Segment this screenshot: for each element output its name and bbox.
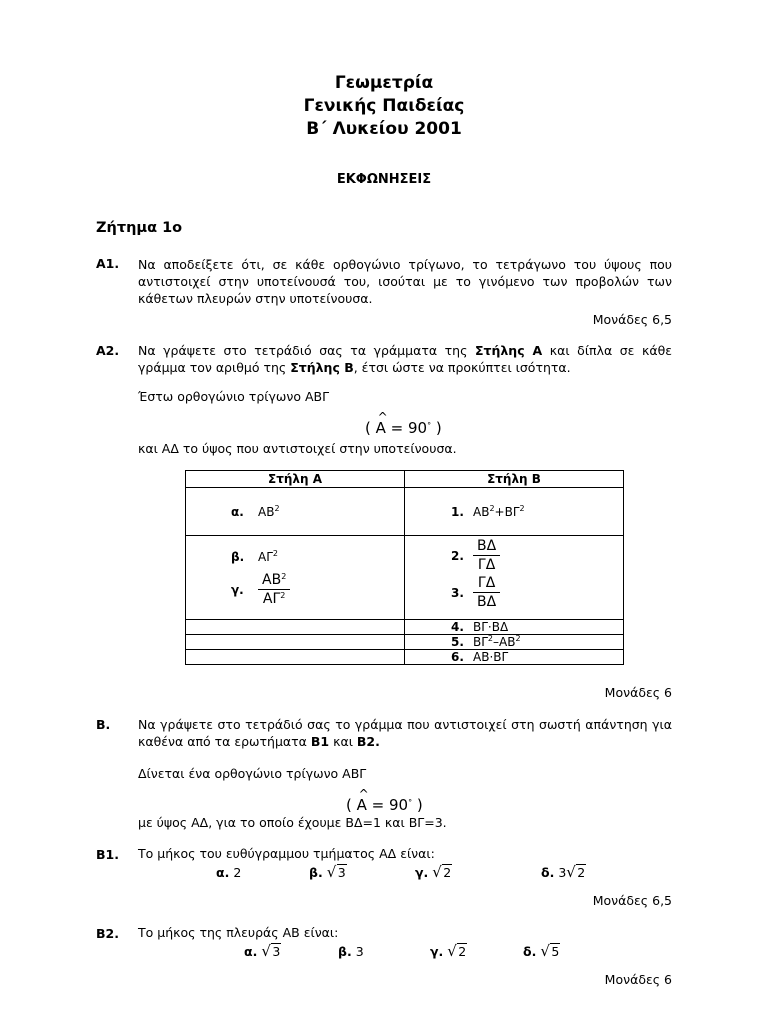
a2-text	[138, 342, 672, 376]
fraction-denominator: ΓΔ	[473, 555, 500, 573]
b-item-term: +ΒΓ	[494, 504, 520, 519]
b1-option-c	[415, 865, 452, 880]
exponent: 2	[515, 633, 521, 643]
degree-sign: °	[408, 798, 413, 807]
radical-icon: √	[261, 942, 271, 960]
b-text-part: και	[329, 734, 357, 749]
fraction	[473, 538, 500, 573]
option-label: 1.	[451, 504, 464, 519]
b-item-text: ΑΒ⋅ΒΓ	[473, 649, 509, 664]
option-label: 4.	[451, 619, 464, 634]
b-bold-b1: Β1	[310, 734, 330, 749]
b1-question: Το μήκος του ευθύγραμμου τμήματος ΑΔ είναι:	[138, 846, 435, 861]
radical-icon: √	[540, 942, 550, 960]
col-b-header: Στήλη Β	[405, 471, 624, 488]
option-label: 2.	[451, 548, 464, 563]
radicand: 3	[272, 944, 281, 959]
col-a-cell	[186, 488, 405, 536]
degree-sign: °	[427, 421, 432, 430]
den-text: ΑΓ	[262, 591, 281, 607]
b1-points: Μονάδες 6,5	[592, 893, 672, 908]
option-label: α.	[231, 504, 244, 519]
a2-bold-column-b: Στήλης Β	[290, 360, 354, 375]
radicand: 3	[337, 865, 346, 880]
col-b-cell	[405, 635, 624, 650]
b-given: Δίνεται ένα ορθογώνιο τρίγωνο ΑΒΓ	[138, 766, 367, 781]
b2-option-c	[430, 944, 467, 959]
exam-title	[0, 72, 768, 141]
col-b-cell	[405, 536, 624, 620]
a2-bold-column-a: Στήλης Α	[474, 343, 543, 358]
title-subject: Γεωμετρία	[334, 73, 434, 93]
radical-icon: √	[447, 942, 457, 960]
option-label: γ.	[231, 582, 244, 597]
option-label: α.	[244, 944, 258, 959]
option-value: 2	[233, 865, 242, 880]
b1-option-a	[216, 865, 241, 880]
matching-table	[185, 470, 624, 665]
b-height-text: με ύψος ΑΔ, για το οποίο έχουμε ΒΔ=1 και ΒΓ=3.	[138, 815, 447, 830]
radical-icon: √	[566, 863, 576, 881]
radicand: 2	[577, 865, 586, 880]
caret-icon: ^	[358, 787, 369, 801]
exponent: 2	[281, 572, 287, 581]
b2-points: Μονάδες 6	[604, 972, 672, 987]
a2-text-part: , έτσι ώστε να προκύπτει ισότητα.	[353, 360, 571, 375]
b-item-text: ΒΓ⋅ΒΔ	[473, 619, 509, 634]
exponent: 2	[487, 633, 494, 643]
questions-heading: ΕΚΦΩΝΗΣΕΙΣ	[336, 172, 432, 187]
option-value: 3	[355, 944, 364, 959]
fraction-denominator: ΒΔ	[473, 592, 500, 610]
fraction	[258, 572, 290, 607]
option-coefficient: 3	[558, 865, 567, 880]
exponent: 2	[274, 503, 280, 513]
b1-option-d	[541, 865, 586, 880]
a-item-base: ΑΓ	[258, 550, 273, 564]
a2-label: Α2.	[96, 343, 120, 358]
fraction-denominator	[258, 589, 290, 607]
b-label: Β.	[96, 717, 111, 732]
fraction-numerator: ΒΔ	[477, 538, 497, 554]
option-label: β.	[231, 550, 245, 564]
angle-letter: Α	[375, 419, 386, 437]
col-a-cell	[186, 650, 405, 665]
b1-label: Β1.	[96, 847, 119, 862]
sqrt-symbol	[327, 865, 347, 880]
option-label: β.	[338, 944, 352, 959]
option-label: 5.	[451, 634, 464, 649]
col-a-cell	[186, 635, 405, 650]
exponent: 2	[272, 549, 278, 558]
fraction	[473, 575, 500, 610]
angle-hat	[375, 410, 388, 437]
a2-angle-formula: ( ^ Α = 90° )	[365, 410, 442, 437]
a2-given: Έστω ορθογώνιο τρίγωνο ΑΒΓ	[138, 389, 330, 404]
col-b-cell	[405, 650, 624, 665]
a1-text: Να αποδείξετε ότι, σε κάθε ορθογώνιο τρίγωνο, το τετράγωνο του ύψους που αντιστοιχεί στην υποτείνουσά του, ισούται με το γινόμενο των προβολών των κάθετων πλευρών στην υποτείνουσα.	[138, 257, 672, 306]
sqrt-symbol	[566, 865, 586, 880]
section-title: Ζήτημα 1ο	[96, 220, 183, 236]
radicand: 2	[443, 865, 452, 880]
a2-text-part: Να γράψετε στο τετράδιό σας τα γράμματα της	[138, 343, 475, 358]
col-b-cell	[405, 488, 624, 536]
option-label: α.	[216, 865, 230, 880]
option-label: 6.	[451, 649, 464, 664]
angle-hat	[356, 787, 369, 814]
a2-altitude: και ΑΔ το ύψος που αντιστοιχεί στην υποτείνουσα.	[138, 441, 457, 456]
sqrt-symbol	[261, 944, 281, 959]
num-text: ΑΒ	[262, 572, 282, 588]
a2-points: Μονάδες 6	[604, 685, 672, 700]
col-a-cell	[186, 620, 405, 635]
sqrt-symbol	[447, 944, 467, 959]
a2-text-part: και δίπλα σε κάθε γράμμα τον αριθμό της	[138, 343, 672, 375]
angle-value: 90	[389, 796, 409, 814]
b-item-term: ΒΓ	[473, 634, 488, 649]
b2-option-b	[338, 944, 364, 959]
radicand: 2	[458, 944, 467, 959]
option-label: δ.	[523, 944, 537, 959]
exponent: 2	[489, 503, 495, 513]
radicand: 5	[551, 944, 560, 959]
fraction-numerator: ΓΔ	[477, 575, 496, 591]
angle-value: 90	[408, 419, 428, 437]
sqrt-symbol	[432, 865, 452, 880]
b2-option-d	[523, 944, 560, 959]
option-label: γ.	[430, 944, 444, 959]
b-item-term: –ΑΒ	[493, 634, 516, 649]
a1-points: Μονάδες 6,5	[592, 312, 672, 327]
option-label: β.	[309, 865, 323, 880]
title-level: Γενικής Παιδείας	[303, 96, 465, 116]
b1-option-b	[309, 865, 347, 880]
b2-label: Β2.	[96, 926, 119, 941]
radical-icon: √	[432, 863, 442, 881]
option-label: γ.	[415, 865, 429, 880]
exponent: 2	[519, 503, 525, 513]
b2-question: Το μήκος της πλευράς ΑΒ είναι:	[138, 925, 339, 940]
b-item-term: ΑΒ	[473, 504, 490, 519]
angle-letter: Α	[356, 796, 367, 814]
col-a-header: Στήλη Α	[186, 471, 405, 488]
radical-icon: √	[326, 863, 337, 881]
b-text	[138, 716, 672, 750]
b-text-part: Να γράψετε στο τετράδιό σας το γράμμα που αντιστοιχεί στη σωστή απάντηση για καθένα από τα ερωτήματα	[138, 717, 672, 749]
option-label: 3.	[451, 585, 464, 600]
b-bold-b2: Β2.	[356, 734, 380, 749]
a-item-base: ΑΒ	[258, 504, 275, 519]
sqrt-symbol	[540, 944, 560, 959]
title-year: Β΄ Λυκείου 2001	[306, 119, 462, 139]
b-angle-formula: ( ^ Α = 90° )	[346, 787, 423, 814]
exponent: 2	[280, 591, 286, 600]
b2-option-a	[244, 944, 281, 959]
col-b-cell	[405, 620, 624, 635]
col-a-cell	[186, 536, 405, 620]
caret-icon: ^	[377, 410, 388, 424]
option-label: δ.	[541, 865, 555, 880]
a1-label: Α1.	[96, 256, 120, 271]
fraction-numerator	[258, 572, 290, 589]
